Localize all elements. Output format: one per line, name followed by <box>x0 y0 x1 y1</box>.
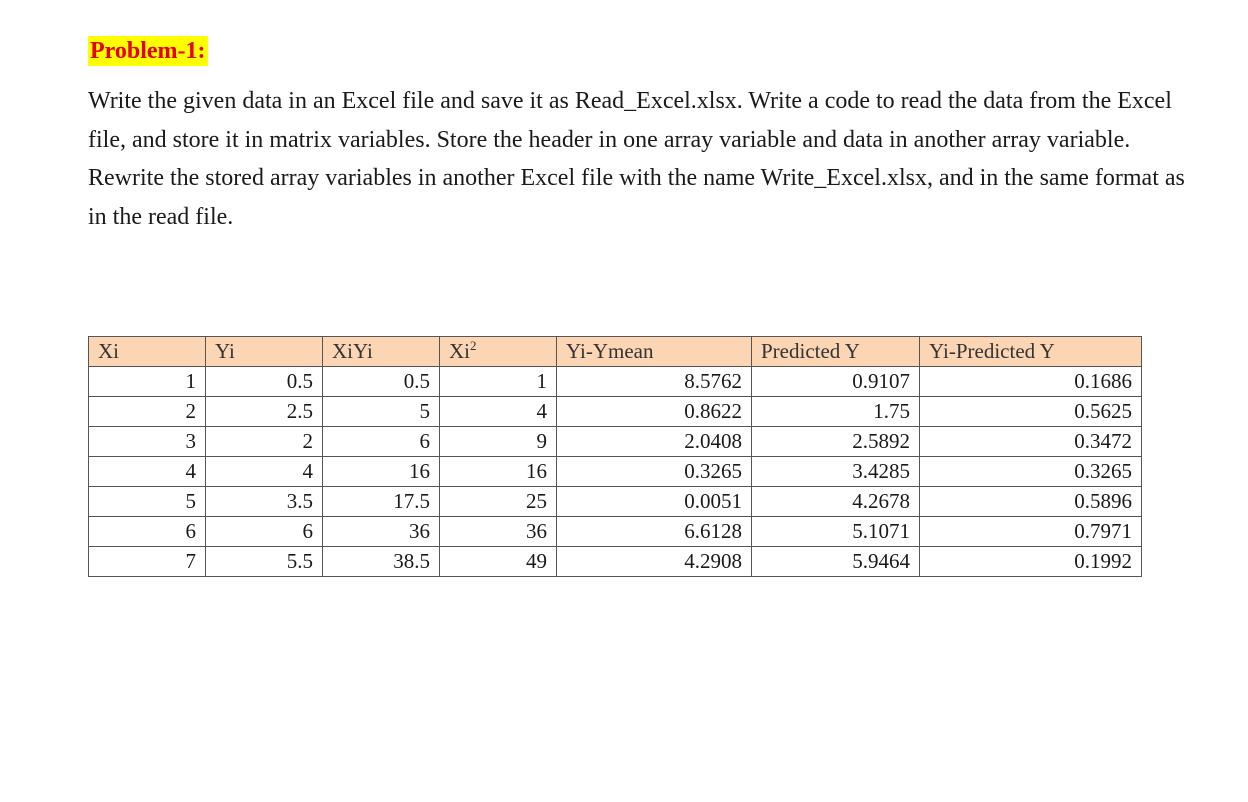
header-xi: Xi <box>89 337 206 367</box>
cell-predicted-y: 2.5892 <box>752 427 920 457</box>
cell-xi-squared: 36 <box>440 517 557 547</box>
cell-xi: 7 <box>89 547 206 577</box>
cell-xi: 3 <box>89 427 206 457</box>
cell-yi: 2.5 <box>206 397 323 427</box>
cell-xi-squared: 49 <box>440 547 557 577</box>
table-row <box>89 487 1142 517</box>
cell-xiyi: 5 <box>323 397 440 427</box>
cell-predicted-y: 5.9464 <box>752 547 920 577</box>
header-yi: Yi <box>206 337 323 367</box>
cell-predicted-y: 1.75 <box>752 397 920 427</box>
header-xi-squared-exponent: 2 <box>470 338 477 353</box>
cell-xiyi: 38.5 <box>323 547 440 577</box>
table-row <box>89 517 1142 547</box>
cell-predicted-y: 5.1071 <box>752 517 920 547</box>
cell-yi-ymean: 0.8622 <box>557 397 752 427</box>
cell-yi-predicted-y: 0.5625 <box>920 397 1142 427</box>
header-xi-squared <box>440 337 557 367</box>
header-yi-predicted-y: Yi-Predicted Y <box>920 337 1142 367</box>
table-header-row <box>89 337 1142 367</box>
cell-xi: 2 <box>89 397 206 427</box>
cell-xi: 1 <box>89 367 206 397</box>
cell-yi-predicted-y: 0.5896 <box>920 487 1142 517</box>
cell-yi-predicted-y: 0.7971 <box>920 517 1142 547</box>
cell-xi-squared: 9 <box>440 427 557 457</box>
table-row <box>89 457 1142 487</box>
problem-heading: Problem-1: <box>90 38 206 64</box>
cell-yi: 3.5 <box>206 487 323 517</box>
header-xiyi: XiYi <box>323 337 440 367</box>
cell-yi: 2 <box>206 427 323 457</box>
cell-yi-predicted-y: 0.1992 <box>920 547 1142 577</box>
header-predicted-y: Predicted Y <box>752 337 920 367</box>
cell-xi: 5 <box>89 487 206 517</box>
cell-yi-ymean: 2.0408 <box>557 427 752 457</box>
cell-xi-squared: 16 <box>440 457 557 487</box>
cell-yi-ymean: 0.0051 <box>557 487 752 517</box>
problem-description: Write the given data in an Excel file and save it as Read_Excel.xlsx. Write a code to read the data from the Excel file, and store it in matrix variables. Store the header in one array variable and data in another array variable. Rewrite the stored array variables in another Excel file with the name Write_Excel.xlsx, and in the same format as in the read file. <box>88 88 1185 230</box>
cell-xi: 6 <box>89 517 206 547</box>
cell-predicted-y: 0.9107 <box>752 367 920 397</box>
cell-yi-predicted-y: 0.3265 <box>920 457 1142 487</box>
table-body <box>89 367 1142 577</box>
cell-xi-squared: 1 <box>440 367 557 397</box>
cell-yi-ymean: 6.6128 <box>557 517 752 547</box>
table-row <box>89 367 1142 397</box>
cell-yi-predicted-y: 0.1686 <box>920 367 1142 397</box>
table-row <box>89 547 1142 577</box>
cell-yi-ymean: 4.2908 <box>557 547 752 577</box>
cell-xi: 4 <box>89 457 206 487</box>
cell-xiyi: 6 <box>323 427 440 457</box>
cell-xiyi: 16 <box>323 457 440 487</box>
cell-yi-predicted-y: 0.3472 <box>920 427 1142 457</box>
cell-yi: 4 <box>206 457 323 487</box>
cell-xi-squared: 4 <box>440 397 557 427</box>
cell-xiyi: 36 <box>323 517 440 547</box>
cell-yi-ymean: 8.5762 <box>557 367 752 397</box>
table-row <box>89 397 1142 427</box>
cell-yi-ymean: 0.3265 <box>557 457 752 487</box>
cell-xi-squared: 25 <box>440 487 557 517</box>
table-row <box>89 427 1142 457</box>
cell-yi: 0.5 <box>206 367 323 397</box>
cell-xiyi: 17.5 <box>323 487 440 517</box>
cell-predicted-y: 4.2678 <box>752 487 920 517</box>
header-xi-squared-base: Xi <box>449 339 470 363</box>
cell-xiyi: 0.5 <box>323 367 440 397</box>
data-table <box>88 336 1142 577</box>
header-yi-ymean: Yi-Ymean <box>557 337 752 367</box>
cell-yi: 6 <box>206 517 323 547</box>
cell-yi: 5.5 <box>206 547 323 577</box>
cell-predicted-y: 3.4285 <box>752 457 920 487</box>
